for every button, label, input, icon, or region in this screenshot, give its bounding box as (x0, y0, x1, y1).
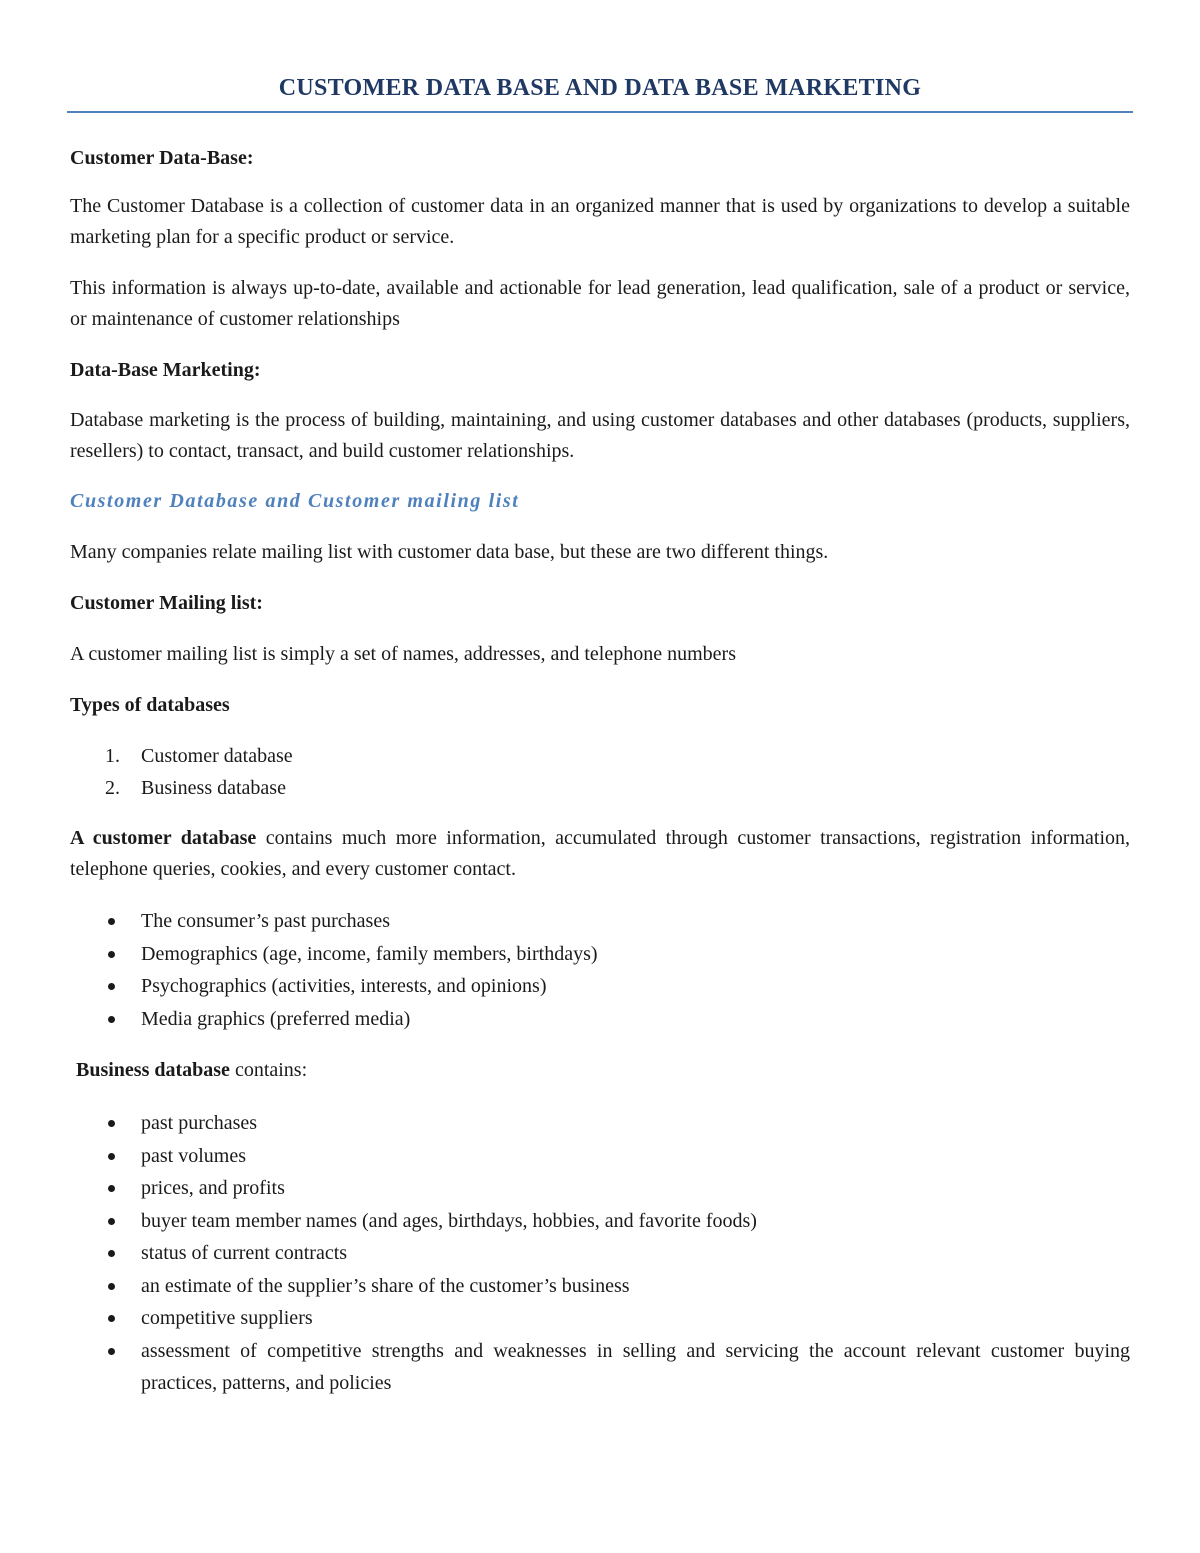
customer-database-para1: The Customer Database is a collection of customer data in an organized manner that is used by organizations to develop a suitable marketing plan for a specific product or service. (70, 195, 1130, 248)
customer-database-heading: Customer Data-Base: (70, 147, 254, 169)
bullet-text: status of current contracts (141, 1242, 348, 1264)
customer-database-section (70, 143, 1130, 174)
database-marketing-section (70, 355, 1130, 386)
bullet-text: past volumes (141, 1144, 246, 1167)
database-marketing-heading: Data-Base Marketing: (70, 359, 261, 381)
mailing-section (70, 486, 1130, 517)
database-marketing-para: Database marketing is the process of building, maintaining, and using customer databases and other databases (products, suppliers, resellers) to contact, transact, and build customer relationships. (70, 409, 1130, 462)
types-list-wrap (70, 740, 1130, 804)
list-item (70, 740, 1130, 772)
bullet-icon (108, 1250, 115, 1257)
list-item (70, 1140, 1130, 1173)
bullet-text: Demographics (age, income, family members, birthdays) (141, 942, 598, 965)
mailing-list-section (70, 588, 1130, 619)
bullet-icon (108, 1185, 115, 1192)
customer-db-bullets (70, 905, 1130, 1035)
list-item (70, 1107, 1130, 1140)
list-item (70, 1172, 1130, 1205)
business-db-lead: Business database (76, 1059, 230, 1081)
list-item (70, 970, 1130, 1003)
types-section (70, 690, 1130, 721)
bullet-icon (108, 1348, 115, 1355)
customer-db-lead: A customer database (70, 827, 257, 849)
document-page (70, 68, 1131, 1394)
list-item (70, 938, 1130, 971)
customer-db-rest: contains much more information, accumulated through customer transactions, registration information, telephone queries, cookies, and every customer contact. (70, 827, 1131, 880)
bullet-icon (108, 1153, 115, 1160)
customer-db-bullets-wrap (70, 905, 1130, 1035)
list-item (70, 1003, 1130, 1036)
business-db-bullets (70, 1107, 1130, 1400)
business-db-bullets-wrap (70, 1107, 1130, 1400)
bullet-icon (108, 1016, 115, 1023)
bullet-icon (108, 918, 115, 925)
bullet-icon (108, 951, 115, 958)
bullet-text: prices, and profits (141, 1177, 285, 1199)
list-item (70, 1335, 1130, 1400)
bullet-text: competitive suppliers (141, 1307, 313, 1329)
mailing-section-heading: Customer Database and Customer mailing list (70, 490, 520, 512)
list-item (70, 1270, 1130, 1303)
bullet-text: assessment of competitive strengths and weaknesses in selling and servicing the account relevant customer buying practices, patterns, and policies (141, 1339, 1130, 1394)
bullet-text: an estimate of the supplier’s share of the customer’s business (141, 1274, 630, 1297)
list-item-label: Customer database (141, 745, 293, 767)
mailing-list-para: A customer mailing list is simply a set of names, addresses, and telephone numbers (70, 643, 736, 665)
customer-database-para2: This information is always up-to-date, available and actionable for lead generation, lead qualification, sale of a product or service, or maintenance of customer relationships (70, 277, 1130, 330)
list-item-label: Business database (141, 777, 286, 799)
types-list (70, 740, 1130, 804)
list-item (70, 1237, 1130, 1270)
list-item (70, 1205, 1130, 1238)
bullet-icon (108, 1218, 115, 1225)
business-db-rest: contains: (229, 1059, 308, 1081)
list-number: 2. (105, 777, 120, 799)
bullet-icon (108, 1120, 115, 1127)
bullet-text: past purchases (141, 1112, 258, 1134)
bullet-text: Psychographics (activities, interests, and opinions) (141, 975, 547, 997)
mailing-list-heading: Customer Mailing list: (70, 592, 263, 614)
list-item (70, 1302, 1130, 1335)
bullet-icon (108, 1283, 115, 1290)
bullet-text: The consumer’s past purchases (141, 910, 391, 932)
list-item (70, 772, 1130, 804)
mailing-section-para: Many companies relate mailing list with customer data base, but these are two different things. (70, 541, 829, 563)
customer-db-detail-para (70, 823, 1130, 885)
bullet-icon (108, 983, 115, 990)
bullet-text: buyer team member names (and ages, birthdays, hobbies, and favorite foods) (141, 1209, 757, 1232)
bullet-text: Media graphics (preferred media) (141, 1007, 411, 1030)
bullet-icon (108, 1315, 115, 1322)
list-item (70, 905, 1130, 938)
title-divider (67, 111, 1133, 113)
list-number: 1. (105, 745, 120, 767)
business-db-detail-para (76, 1055, 1130, 1086)
types-heading: Types of databases (70, 694, 230, 716)
page-title: CUSTOMER DATA BASE AND DATA BASE MARKETING (278, 75, 922, 101)
